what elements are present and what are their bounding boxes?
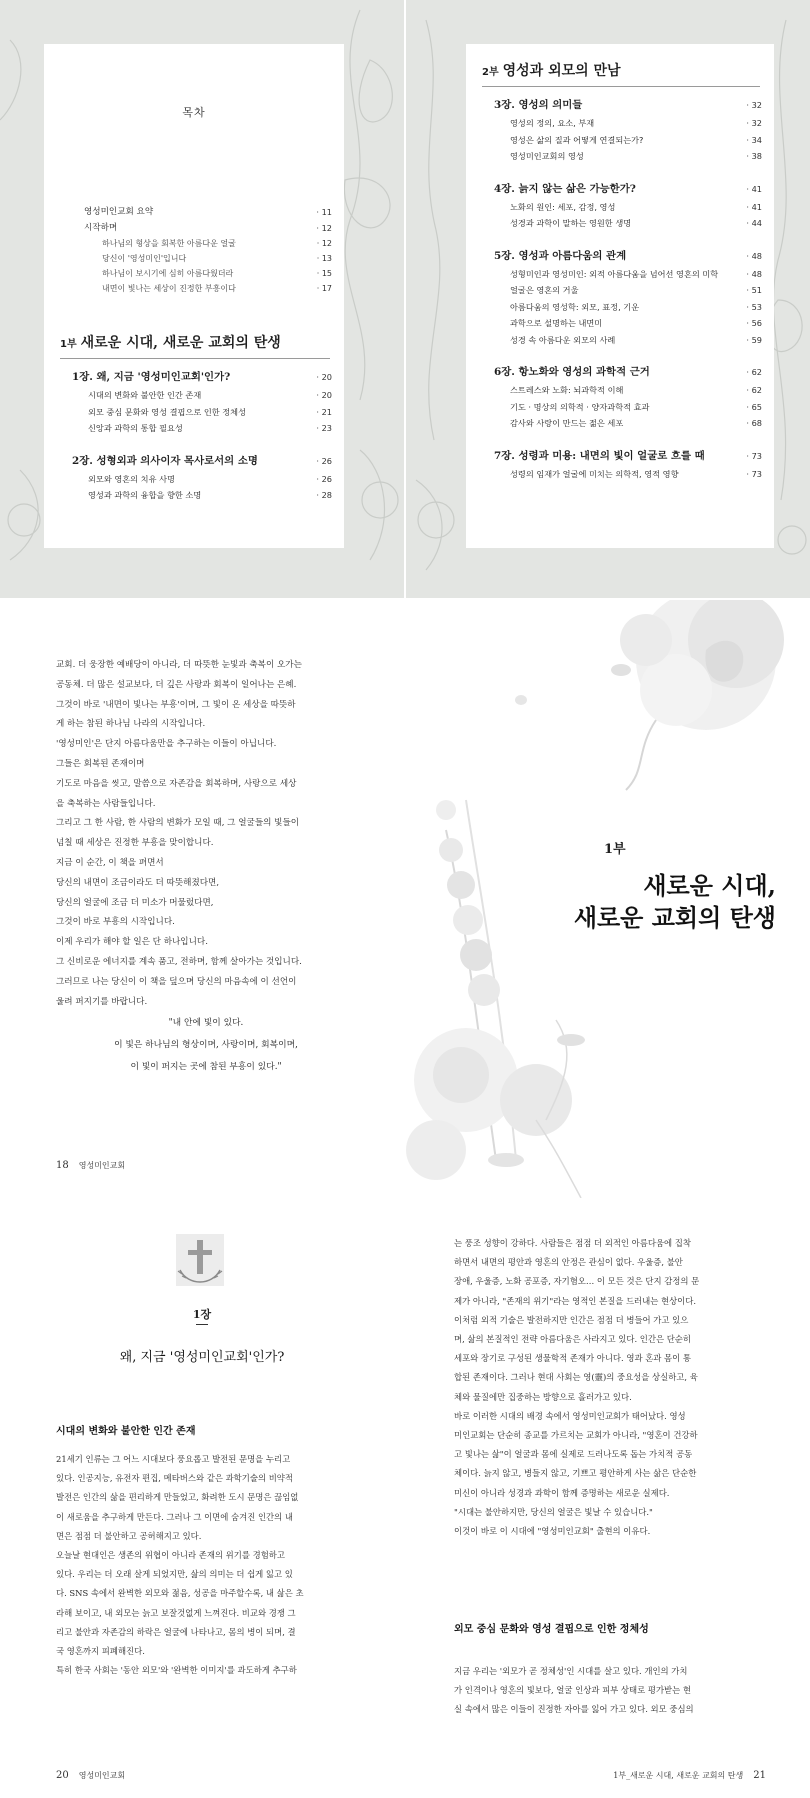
toc-chapter[interactable]: 3장. 영성의 의미들 · 32: [494, 99, 762, 111]
toc-entry[interactable]: 과학으로 설명하는 내면미 · 56: [510, 318, 762, 328]
toc-chapter[interactable]: 1장. 왜, 지금 '영성미인교회'인가? · 20: [72, 371, 332, 383]
page-number: 20: [56, 1770, 69, 1781]
divider: [196, 1324, 208, 1325]
toc-entry[interactable]: 감사와 사랑이 만드는 젊은 세포 · 68: [510, 418, 762, 428]
cross-wreath-icon: [168, 1230, 232, 1296]
divider: [482, 86, 760, 87]
toc-entry[interactable]: 성경 속 아름다운 외모의 사례 · 59: [510, 334, 762, 345]
toc-part1: [44, 330, 344, 504]
page-footer: [56, 1770, 125, 1781]
toc-page-right: [406, 0, 810, 598]
running-title: 영성미인교회: [78, 1161, 126, 1170]
toc-chapter[interactable]: 4장. 늙지 않는 삶은 가능한가? · 41: [494, 182, 762, 195]
toc-entry[interactable]: 영성은 삶의 질과 어떻게 연결되는가? · 34: [510, 134, 762, 145]
body-text: 는 풍조 성향이 강하다. 사람들은 점점 더 외적인 아름다움에 집착 하면서 내면의 평안과 영혼의 안정은 관심이 없다. 우울증, 불안 장애, 우울증, 노화 공포증, 자기혐오… 이 모든 것은 단지 감정의 문 제가 아니라, "존재의 위기"라는 영적인 본질을 드러내는 현상이다. 이처럼 외적 기술은 발전하지만 인간은 점점 더 병들어 가고 있으 며, 삶의 본질적인 전략 아름다움은 사라지고 있다. 인간은 단순히 세포와 장기로 구성된 생물학적 존재가 아니다. 영과 혼과 몸이 통 합된 존재이다. 그러나 현대 사회는 영(靈)의 중요성을 상실하고, 육 체와 물질에만 집중하는 방향으로 흘러가고 있다. 바로 이러한 시대의 배경 속에서 영성미인교회가 태어났다. 영성 미인교회는 단순히 종교를 가르치는 교회가 아니라, "영혼이 건강하 고 빛나는 삶"이 얼굴과 몸에 실제로 드러나도록 돕는 가치적 공동 체이다. 늙지 않고, 병들지 않고, 기쁘고 평안하게 사는 삶은 단순한 미신이 아니라 성경과 과학이 함께 증명하는 새로운 실제다. "시대는 불안하지만, 당신의 얼굴은 빛날 수 있습니다." 이것이 바로 이 시대에 "영성미인교회" 출현의 이유다.: [454, 1238, 700, 1537]
toc-entry[interactable]: 얼굴은 영혼의 거울 · 51: [510, 285, 762, 295]
section-title: 외모 중심 문화와 영성 결핍으로 인한 정체성: [454, 1624, 649, 1635]
toc-entry[interactable]: 성형미인과 영성미인: 외적 아름다움을 넘어선 영혼의 미학 · 48: [510, 268, 762, 279]
toc-card-left: [44, 44, 344, 548]
toc-intro-list: [44, 204, 344, 296]
toc-chapter[interactable]: 7장. 성령과 미용: 내면의 빛이 얼굴로 흐를 때 · 73: [494, 449, 762, 462]
body-text: 21세기 인류는 그 어느 시대보다 풍요롭고 발전된 문명을 누리고 있다. 인공지능, 유전자 편집, 메타버스와 같은 과학기술의 비약적 발전은 인간의 삶을 편리하게 만들었고, 화려한 도시 문명은 끊임없 이 새로움을 추구하게 만든다. 그러나 그 이면에 숨겨진 인간의 내 면은 점점 더 불안하고 공허해지고 있다. 오늘날 현대인은 생존의 위협이 아니라 존재의 위기를 경험하고 있다. 우리는 더 오래 살게 되었지만, 삶의 의미는 더 쉽게 잃고 있 다. SNS 속에서 완벽한 외모와 젊음, 성공을 마주할수록, 내 삶은 초 라해 보이고, 내 외모는 늙고 보잘것없게 느껴진다. 비교와 경쟁 그 리고 불안과 자존감의 하락은 얼굴에 나타나고, 몸의 병이 되며, 결 국 영혼까지 피폐해진다. 특히 한국 사회는 '동안 외모'와 '완벽한 이미지'를 과도하게 추구하: [56, 1454, 304, 1676]
page-number: 18: [56, 1160, 69, 1171]
toc-entry[interactable]: 성령의 임재가 얼굴에 미치는 의학적, 영적 영향 · 73: [510, 468, 762, 479]
toc-chapter[interactable]: 5장. 영성과 아름다움의 관계 · 48: [494, 249, 762, 262]
body-spread-2: [0, 1200, 810, 1798]
running-title: 1부_새로운 시대, 새로운 교회의 탄생: [613, 1771, 744, 1780]
page-18: [0, 600, 404, 1198]
section-title: 시대의 변화와 불안한 인간 존재: [56, 1426, 196, 1437]
toc-entry[interactable]: 영성미인교회의 영성 · 38: [510, 151, 762, 161]
toc-entry[interactable]: 영성과 과학의 융합을 향한 소명 · 28: [88, 490, 332, 500]
closing-quote: "내 안에 빛이 있다. 이 빛은 하나님의 형상이며, 사랑이며, 회복이며, 이 빛이 퍼지는 곳에 참된 부흥이 있다.": [114, 1018, 298, 1072]
part-title: 새로운 시대, 새로운 교회의 탄생: [573, 871, 776, 932]
page-21: [406, 1200, 810, 1798]
toc-entry[interactable]: 성경과 과학이 말하는 영원한 생명 · 44: [510, 218, 762, 228]
toc-part-title[interactable]: 2부 영성과 외모의 만남: [482, 63, 621, 79]
toc-page-left: [0, 0, 404, 598]
toc-entry[interactable]: 노화의 원인: 세포, 감정, 영성 · 41: [510, 201, 762, 212]
chapter-title: 왜, 지금 '영성미인교회'인가?: [119, 1350, 285, 1365]
toc-card-right: [466, 44, 774, 548]
toc-chapter[interactable]: 2장. 성형외과 의사이자 목사로서의 소명 · 26: [72, 454, 332, 467]
body-spread-1: [0, 600, 810, 1198]
toc-heading: 목차: [182, 106, 206, 119]
toc-entry[interactable]: 기도 · 명상의 의학적 · 양자과학적 효과 · 65: [510, 401, 762, 412]
toc-chapter[interactable]: 6장. 항노화와 영성의 과학적 근거 · 62: [494, 366, 762, 378]
toc-entry[interactable]: 외모와 영혼의 치유 사명 · 26: [88, 473, 332, 484]
toc-entry[interactable]: 내면이 빛나는 세상이 진정한 부흥이다 · 17: [102, 284, 332, 293]
body-text: 교회. 더 웅장한 예배당이 아니라, 더 따뜻한 눈빛과 축복이 오가는 공동체. 더 많은 설교보다, 더 깊은 사랑과 회복이 일어나는 은혜. 그것이 바로 '내면이 빛나는 부흥'이며, 그 빛이 온 세상을 따뜻하 게 하는 참된 하나님 나라의 시작입니다. '영성미인'은 단지 아름다움만을 추구하는 이들이 아닙니다. 그들은 회복된 존재이며 기도로 마음을 씻고, 말씀으로 자존감을 회복하며, 사랑으로 세상 을 축복하는 사람들입니다. 그리고 그 한 사람, 한 사람의 변화가 모일 때, 그 얼굴들의 빛들이 넘칠 때 세상은 진정한 부흥을 맞이합니다. 지금 이 순간, 이 책을 펴면서 당신의 내면이 조금이라도 더 따뜻해졌다면, 당신의 얼굴에 조금 더 미소가 머물렀다면, 그것이 바로 부흥의 시작입니다. 이제 우리가 해야 할 일은 단 하나입니다. 그 신비로운 에너지를 계속 품고, 전하며, 함께 살아가는 것입니다. 그러므로 나는 당신이 이 책을 덮으며 당신의 마음속에 이 선언이 울려 퍼지기를 바랍니다.: [56, 660, 302, 1007]
divider: [60, 358, 330, 359]
toc-entry[interactable]: 영성의 정의, 요소, 부재 · 32: [510, 118, 762, 128]
page-footer: [56, 1160, 125, 1171]
toc-entry[interactable]: 시작하며 · 12: [84, 223, 332, 233]
toc-entry[interactable]: 영성미인교회 요약 · 11: [84, 207, 332, 217]
toc-entry[interactable]: 신앙과 과학의 통합 필요성 · 23: [88, 423, 332, 433]
running-title: 영성미인교회: [78, 1771, 126, 1780]
page-20: [0, 1200, 404, 1798]
toc-entry[interactable]: 스트레스와 노화: 뇌과학적 이해 · 62: [510, 385, 762, 395]
toc-part-title[interactable]: 1부 새로운 시대, 새로운 교회의 탄생: [60, 335, 281, 351]
part-label: 1부: [604, 842, 626, 857]
page-19-part-title: [406, 600, 810, 1198]
toc-entry[interactable]: 외모 중심 문화와 영성 결핍으로 인한 정체성 · 21: [88, 406, 332, 417]
page-footer: [613, 1770, 766, 1781]
toc-entry[interactable]: 하나님이 보시기에 심히 아름다웠더라 · 15: [102, 269, 332, 278]
toc-entry[interactable]: 시대의 변화와 불안한 인간 존재 · 20: [88, 390, 332, 400]
toc-spread: [0, 0, 810, 598]
toc-part2: [466, 58, 774, 482]
page-number: 21: [753, 1770, 766, 1781]
toc-entry[interactable]: 하나님의 형상을 회복한 아름다운 얼굴 · 12: [102, 239, 332, 248]
toc-entry[interactable]: 당신이 '영성미인'입니다 · 13: [102, 254, 332, 263]
body-text: 지금 우리는 '외모가 곧 정체성'인 시대를 살고 있다. 개인의 가치 가 인격이나 영혼의 빛보다, 얼굴 인상과 피부 상태로 평가받는 현 실 속에서 많은 이들이 진정한 자아를 잃어 가고 있다. 외모 중심의: [454, 1666, 694, 1715]
chapter-label: 1장: [192, 1308, 212, 1321]
toc-entry[interactable]: 아름다움의 영성학: 외모, 표정, 기운 · 53: [510, 301, 762, 312]
